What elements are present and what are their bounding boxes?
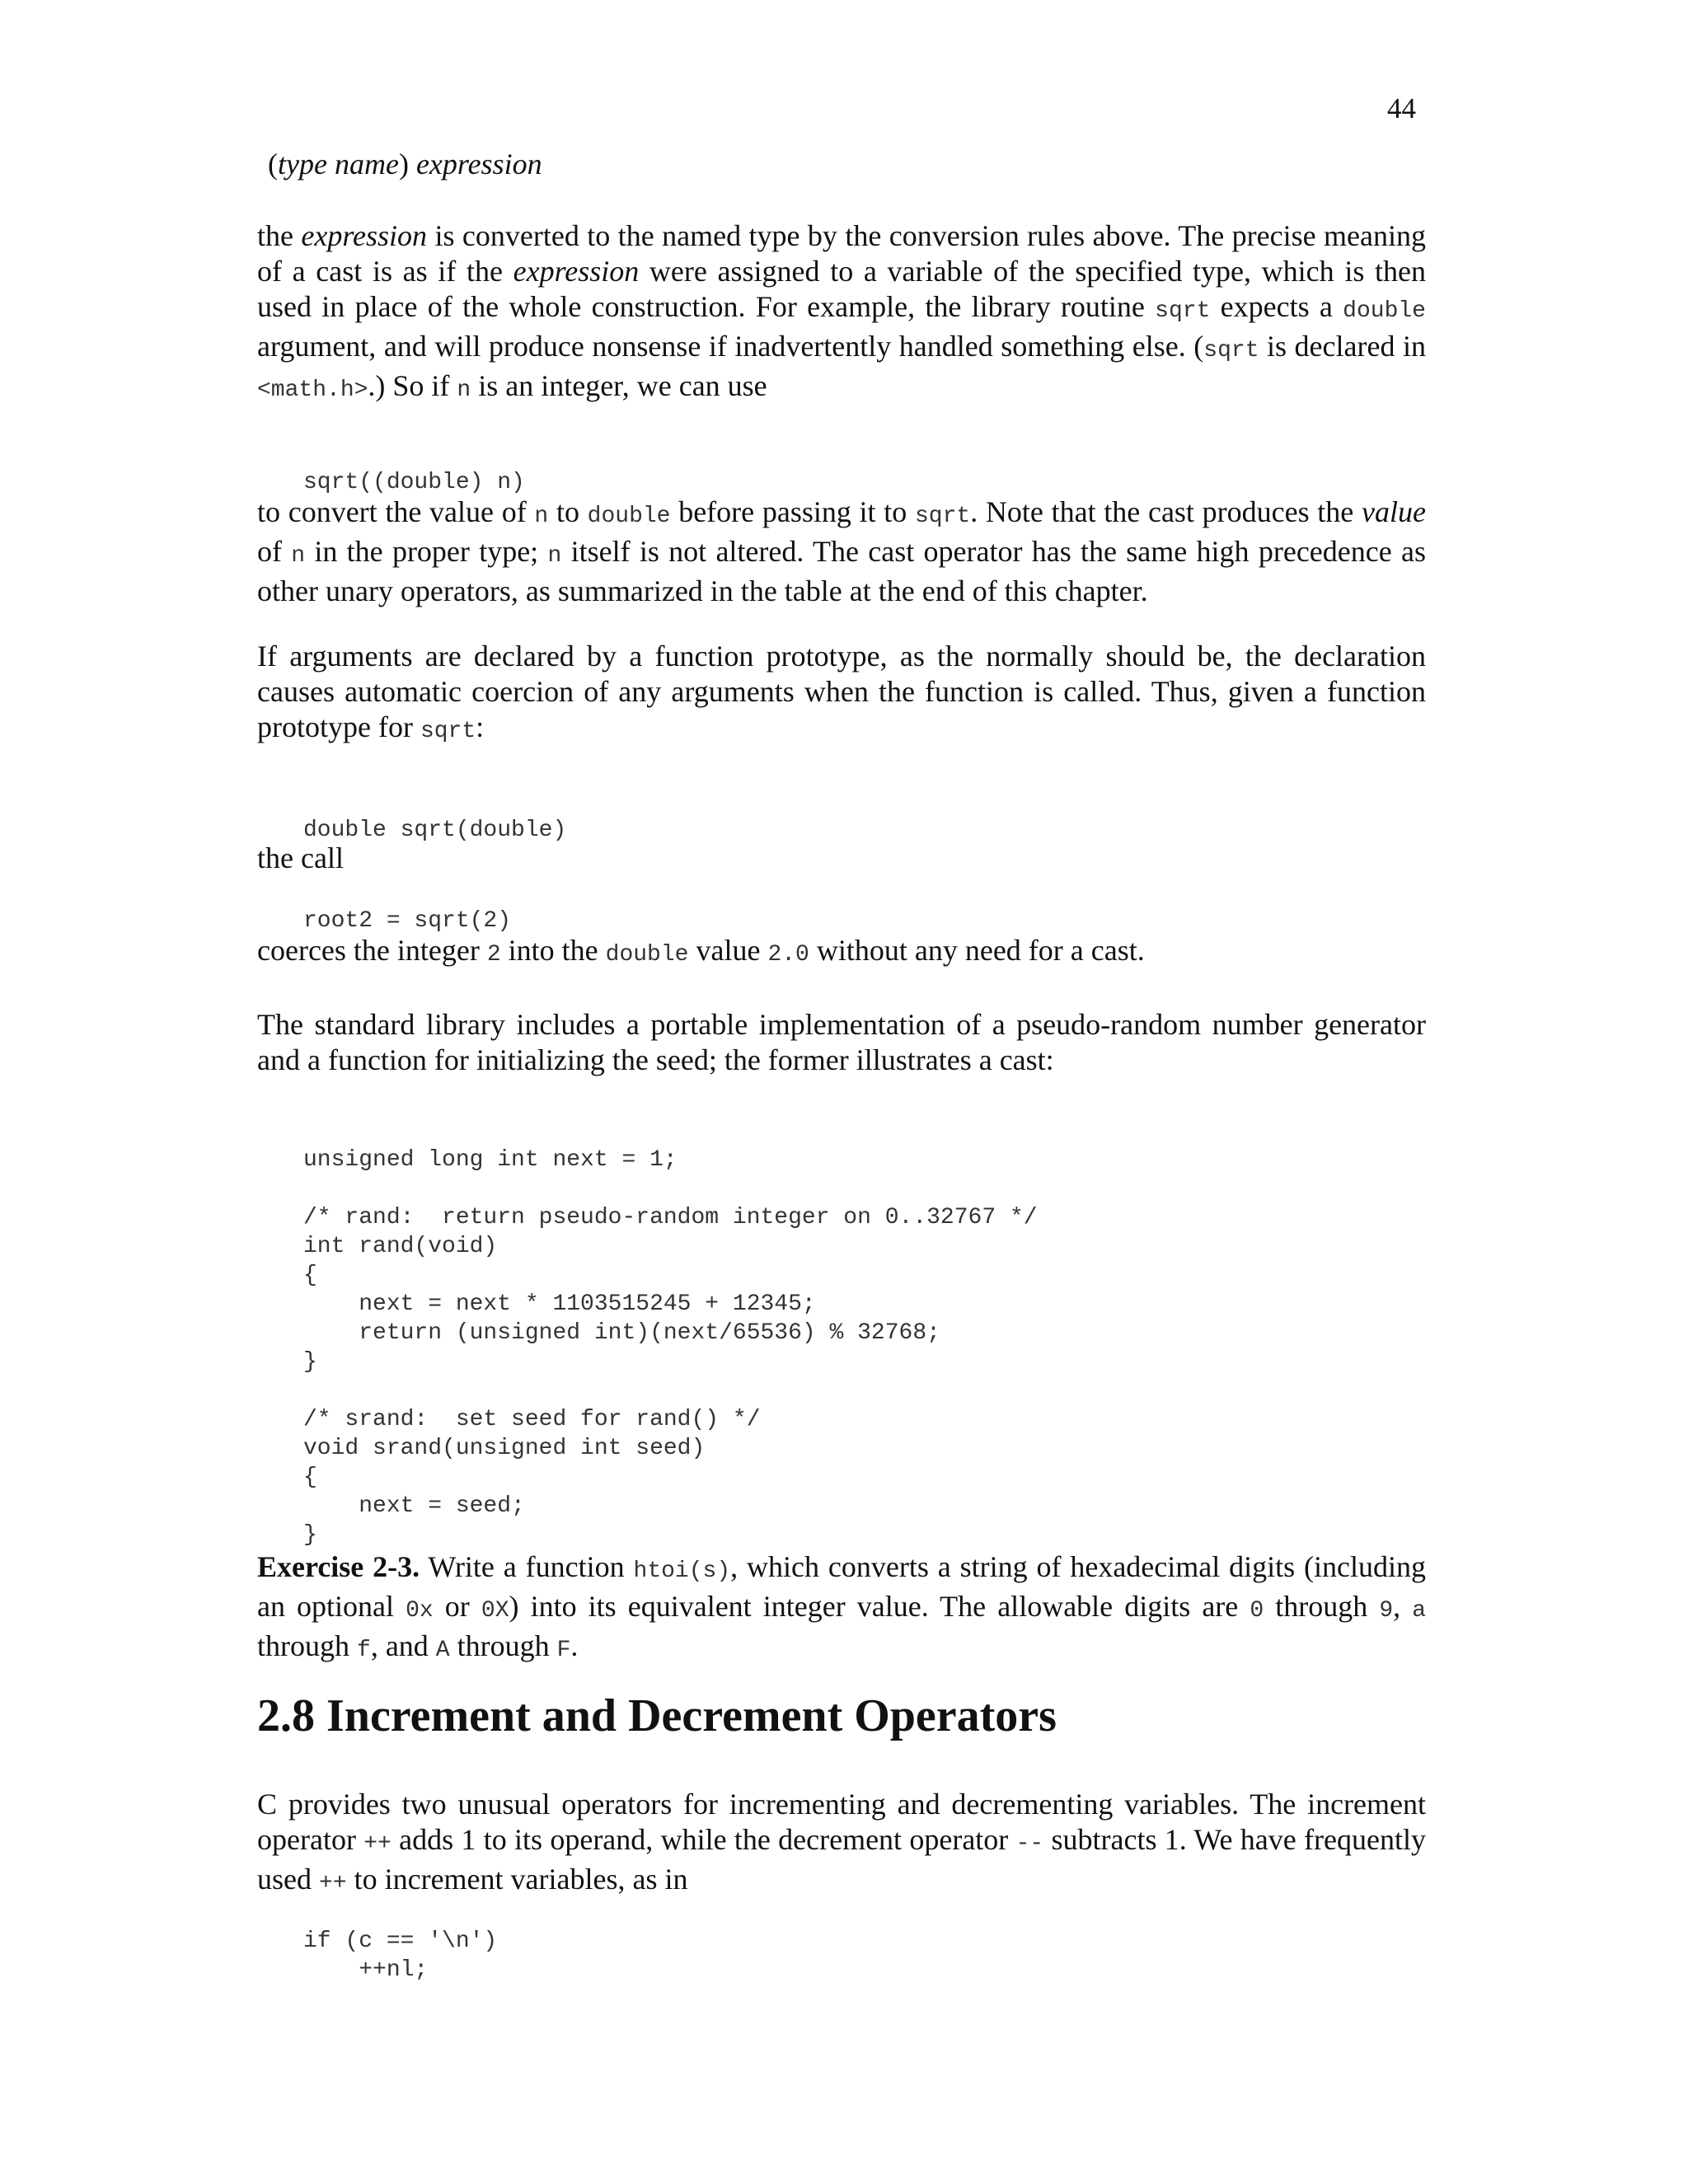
text: . Note that the cast produces the bbox=[970, 495, 1362, 528]
text: through bbox=[1264, 1590, 1380, 1623]
code-inline: f bbox=[357, 1638, 371, 1663]
code-inline: ++ bbox=[363, 1831, 392, 1857]
exercise-label: Exercise 2-3. bbox=[257, 1550, 420, 1583]
text: or bbox=[433, 1590, 481, 1623]
code-sqrt-cast: sqrt((double) n) bbox=[303, 470, 525, 495]
code-inline: n bbox=[534, 504, 549, 529]
text: to increment variables, as in bbox=[346, 1863, 688, 1896]
code-inline: <math.h> bbox=[257, 377, 368, 403]
code-inline: double bbox=[605, 942, 689, 968]
text: is converted to the named type by the conversion rules above. The precise meaning of a cast is as if the bbox=[257, 219, 1427, 288]
text: subtracts 1. We have frequently used bbox=[257, 1823, 1426, 1896]
text: adds 1 to its operand, while the decrement operator bbox=[391, 1823, 1016, 1856]
exercise-2-3 bbox=[257, 1549, 1426, 1668]
text: Write a function bbox=[420, 1550, 634, 1583]
text: value bbox=[688, 934, 768, 967]
code-inline: -- bbox=[1015, 1831, 1044, 1857]
text: in the proper type; bbox=[305, 535, 548, 568]
text: argument, and will produce nonsense if inadvertently handled something else. ( bbox=[257, 330, 1204, 363]
code-inline: n bbox=[547, 543, 562, 569]
paragraph-increment-operators bbox=[257, 1787, 1426, 1901]
text: to bbox=[548, 495, 588, 528]
code-inline: 0 bbox=[1250, 1598, 1264, 1624]
code-inline: n bbox=[457, 377, 471, 403]
section-heading: 2.8 Increment and Decrement Operators bbox=[257, 1690, 1057, 1741]
type-name-term: type name bbox=[278, 148, 399, 180]
text: the bbox=[257, 219, 302, 252]
code-inline: 0X bbox=[481, 1598, 509, 1624]
code-inline: a bbox=[1412, 1598, 1427, 1624]
text: through bbox=[449, 1629, 557, 1662]
text: , and bbox=[370, 1629, 436, 1662]
text: .) So if bbox=[368, 369, 457, 402]
code-inline: sqrt bbox=[914, 504, 971, 529]
text: , bbox=[1393, 1590, 1413, 1623]
expression-term: expression bbox=[301, 219, 428, 252]
code-inline: A bbox=[435, 1638, 450, 1663]
text: , which converts a string of hexadecimal digits (including an optional bbox=[257, 1550, 1426, 1623]
text: to convert the value of bbox=[257, 495, 535, 528]
code-inline: F bbox=[556, 1638, 571, 1663]
code-inline: double bbox=[587, 504, 671, 529]
text: : bbox=[476, 710, 485, 743]
code-inline: sqrt bbox=[1203, 338, 1259, 363]
code-inline: double bbox=[1343, 298, 1426, 324]
page-number: 44 bbox=[1387, 92, 1416, 124]
code-inline: 9 bbox=[1379, 1598, 1394, 1624]
text: is declared in bbox=[1259, 330, 1426, 363]
code-rand-srand: unsigned long int next = 1; /* rand: return pseudo-random integer on 0..32767 */ int rand(void) { next = next * 1103515245 + 12345; return (unsigned int)(next/65536) % 32768; } /* srand: set seed for rand() */ void srand(unsigned int seed) { next = seed; } bbox=[303, 1147, 1038, 1548]
text: into the bbox=[500, 934, 606, 967]
code-inline: 0x bbox=[406, 1598, 434, 1624]
expression-term: expression bbox=[415, 148, 542, 180]
code-root2: root2 = sqrt(2) bbox=[303, 908, 512, 934]
value-term: value bbox=[1362, 495, 1426, 528]
paragraph-prototype-coercion bbox=[257, 639, 1426, 749]
text: coerces the integer bbox=[257, 934, 487, 967]
text: ) into its equivalent integer value. The allowable digits are bbox=[509, 1590, 1250, 1623]
text: through bbox=[257, 1629, 357, 1662]
text: without any need for a cast. bbox=[809, 934, 1145, 967]
text: is an integer, we can use bbox=[471, 369, 767, 402]
code-sqrt-prototype: double sqrt(double) bbox=[303, 818, 567, 843]
text: before passing it to bbox=[670, 495, 915, 528]
text: . bbox=[570, 1629, 579, 1662]
paragraph-the-call: the call bbox=[257, 841, 344, 874]
text: itself is not altered. The cast operator has the same high precedence as other unary operators, as summarized in the table at the end of this chapter. bbox=[257, 535, 1426, 607]
text: If arguments are declared by a function prototype, as the normally should be, the declaration causes automatic coercion of any arguments when the function is called. Thus, given a function prototype for bbox=[257, 640, 1426, 743]
paragraph-coerces bbox=[257, 933, 1426, 972]
text: expects a bbox=[1210, 290, 1343, 323]
paragraph-cast-meaning bbox=[257, 218, 1426, 408]
paragraph-standard-library: The standard library includes a portable implementation of a pseudo-random number generator and a function for initializing the seed; the former illustrates a cast: bbox=[257, 1008, 1426, 1076]
paragraph-convert-value bbox=[257, 494, 1426, 609]
text: of bbox=[257, 535, 292, 568]
code-inline: 2 bbox=[486, 942, 501, 968]
code-inline: 2.0 bbox=[767, 942, 809, 968]
code-inline: sqrt bbox=[420, 719, 476, 744]
cast-syntax: (type name) expression bbox=[268, 148, 542, 180]
text: were assigned to a variable of the specified type, which is then used in place of the whole construction. For example, the library routine bbox=[257, 255, 1426, 323]
text: C provides two unusual operators for incrementing and decrementing variables. The increment operator bbox=[257, 1788, 1426, 1856]
code-increment-nl: if (c == '\n') ++nl; bbox=[303, 1929, 498, 1983]
code-inline: sqrt bbox=[1155, 298, 1211, 324]
code-inline: htoi(s) bbox=[633, 1558, 731, 1584]
code-inline: ++ bbox=[319, 1871, 347, 1896]
code-inline: n bbox=[291, 543, 306, 569]
expression-term: expression bbox=[513, 255, 640, 288]
